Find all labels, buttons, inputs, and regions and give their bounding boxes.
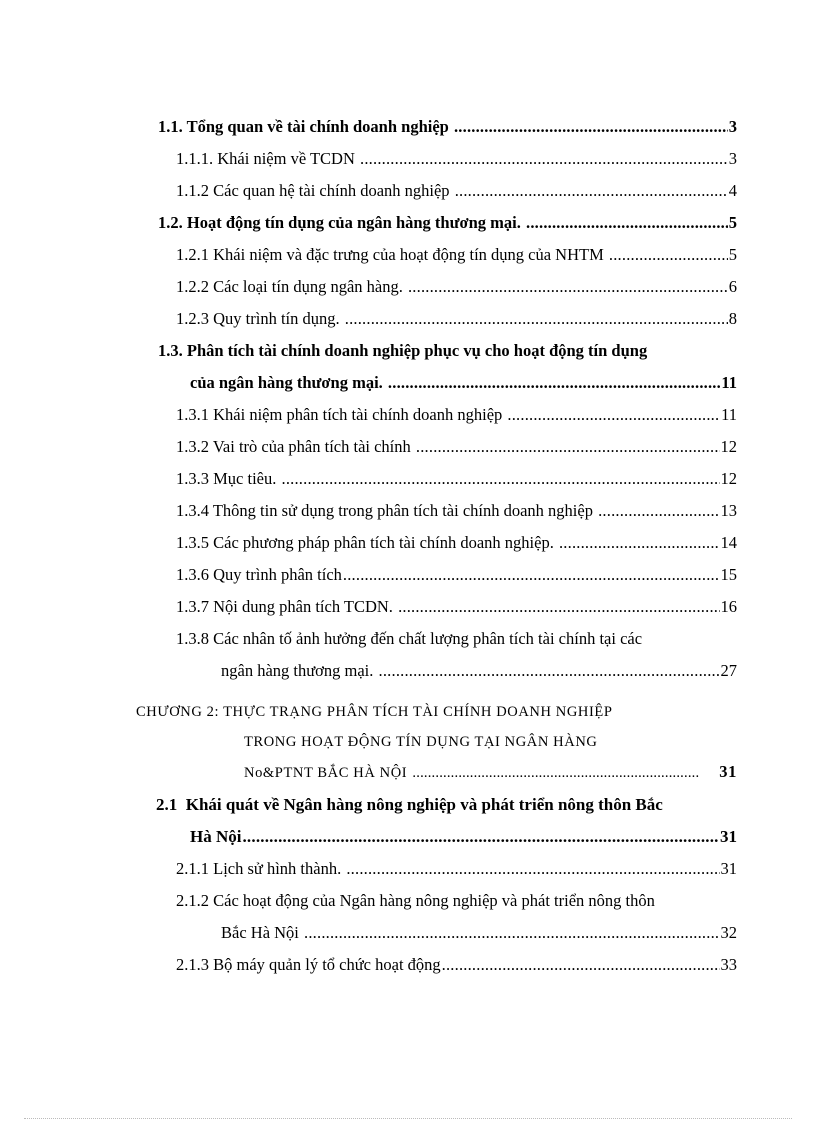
toc-entry[interactable] (176, 308, 737, 330)
toc-entry-title: 1.3.8 Các nhân tố ảnh hưởng đến chất lượng phân tích tài chính tại các (176, 629, 643, 648)
toc-entry-page: 31 (720, 827, 737, 846)
toc-entry-page: 3 (728, 149, 737, 168)
toc-entry[interactable] (176, 148, 737, 170)
toc-entry-page: 13 (720, 501, 737, 520)
chapter-heading-continued[interactable] (244, 761, 737, 784)
chapter-title: No&PTNT BẮC HÀ NỘI (244, 765, 412, 781)
toc-entry[interactable] (176, 890, 737, 912)
toc-entry[interactable] (176, 180, 737, 202)
toc-entry-page: 4 (728, 181, 737, 200)
toc-entry-page: 33 (720, 955, 737, 974)
toc-entry-continued[interactable] (221, 660, 737, 682)
toc-entry-title: 1.3.1 Khái niệm phân tích tài chính doanh nghiệp (176, 405, 507, 424)
toc-entry-continued[interactable] (221, 922, 737, 944)
toc-entry-title: 1.3.3 Mục tiêu. (176, 469, 281, 488)
toc-entry[interactable] (176, 564, 737, 586)
toc-entry[interactable] (176, 244, 737, 266)
toc-entry-title: 1.3.6 Quy trình phân tích (176, 565, 342, 584)
toc-entry-title: 1.3.2 Vai trò của phân tích tài chính (176, 437, 415, 456)
toc-entry-page: 8 (728, 309, 737, 328)
toc-entry-title: 1.1.2 Các quan hệ tài chính doanh nghiệp (176, 181, 454, 200)
chapter-title: CHƯƠNG 2: THỰC TRẠNG PHÂN TÍCH TÀI CHÍNH DOANH NGHIỆP (136, 704, 613, 720)
toc-entry-title: 1.3.5 Các phương pháp phân tích tài chính doanh nghiệp. (176, 533, 558, 552)
toc-entry-title: của ngân hàng thương mại. (190, 373, 387, 392)
toc-entry[interactable] (176, 954, 737, 976)
toc-entry-page: 11 (721, 373, 737, 392)
toc-entry-title: 1.3. Phân tích tài chính doanh nghiệp phục vụ cho hoạt động tín dụng (158, 341, 648, 360)
toc-entry-title: 2.1.1 Lịch sử hình thành. (176, 859, 346, 878)
toc-entry-title: 1.1. Tổng quan về tài chính doanh nghiệp (158, 117, 453, 136)
toc-entry[interactable] (176, 276, 737, 298)
toc-entry-title: Bắc Hà Nội (221, 923, 304, 942)
toc-entry[interactable] (176, 628, 737, 650)
toc-entry[interactable] (176, 404, 737, 426)
toc-entry[interactable] (176, 468, 737, 490)
toc-entry-title: 2.1.2 Các hoạt động của Ngân hàng nông nghiệp và phát triển nông thôn (176, 891, 655, 910)
toc-entry-title: 2.1 Khái quát về Ngân hàng nông nghiệp và phát triển nông thôn Bắc (156, 795, 663, 814)
toc-entry-page: 15 (720, 565, 737, 584)
toc-entry[interactable] (176, 436, 737, 458)
toc-entry-title: ngân hàng thương mại. (221, 661, 378, 680)
toc-entry-page: 5 (728, 245, 737, 264)
chapter-title: TRONG HOẠT ĐỘNG TÍN DỤNG TẠI NGÂN HÀNG (244, 734, 598, 750)
toc-entry[interactable] (176, 500, 737, 522)
toc-entry[interactable] (176, 858, 737, 880)
toc-entry-title: 1.2.3 Quy trình tín dụng. (176, 309, 344, 328)
toc-entry-page: 31 (719, 762, 737, 781)
chapter-heading[interactable] (136, 701, 737, 723)
chapter-heading-continued[interactable] (244, 731, 737, 753)
toc-entry-page: 3 (728, 117, 737, 136)
toc-entry-page: 6 (728, 277, 737, 296)
toc-entry-page: 12 (720, 469, 737, 488)
toc-entry-title: 1.2.2 Các loại tín dụng ngân hàng. (176, 277, 407, 296)
toc-entry[interactable] (158, 212, 737, 234)
toc-entry-title: Hà Nội (190, 827, 242, 846)
toc-entry-title: 1.2.1 Khái niệm và đặc trưng của hoạt động tín dụng của NHTM (176, 245, 608, 264)
toc-entry[interactable] (176, 532, 737, 554)
toc-entry-continued[interactable] (190, 826, 737, 848)
toc-entry-page: 27 (720, 661, 737, 680)
toc-entry[interactable] (158, 340, 737, 362)
toc-entry-page: 16 (720, 597, 737, 616)
page-bottom-divider (24, 1118, 792, 1119)
toc-entry[interactable] (176, 596, 737, 618)
toc-entry-title: 1.3.7 Nội dung phân tích TCDN. (176, 597, 398, 616)
toc-entry-page: 5 (728, 213, 737, 232)
toc-entry-title: 1.1.1. Khái niệm về TCDN (176, 149, 360, 168)
toc-entry-page: 11 (721, 405, 737, 424)
toc-entry-page: 14 (720, 533, 737, 552)
toc-entry[interactable] (156, 794, 737, 816)
toc-entry-title: 1.3.4 Thông tin sử dụng trong phân tích tài chính doanh nghiệp (176, 501, 598, 520)
toc-entry-title: 2.1.3 Bộ máy quản lý tổ chức hoạt động (176, 955, 441, 974)
toc-entry-title: 1.2. Hoạt động tín dụng của ngân hàng thương mại. (158, 213, 526, 232)
toc-entry-page: 12 (720, 437, 737, 456)
toc-entry-page: 32 (720, 923, 737, 942)
toc-entry-continued[interactable] (190, 372, 737, 394)
toc-entry-page: 31 (720, 859, 737, 878)
toc-entry[interactable] (158, 116, 737, 138)
